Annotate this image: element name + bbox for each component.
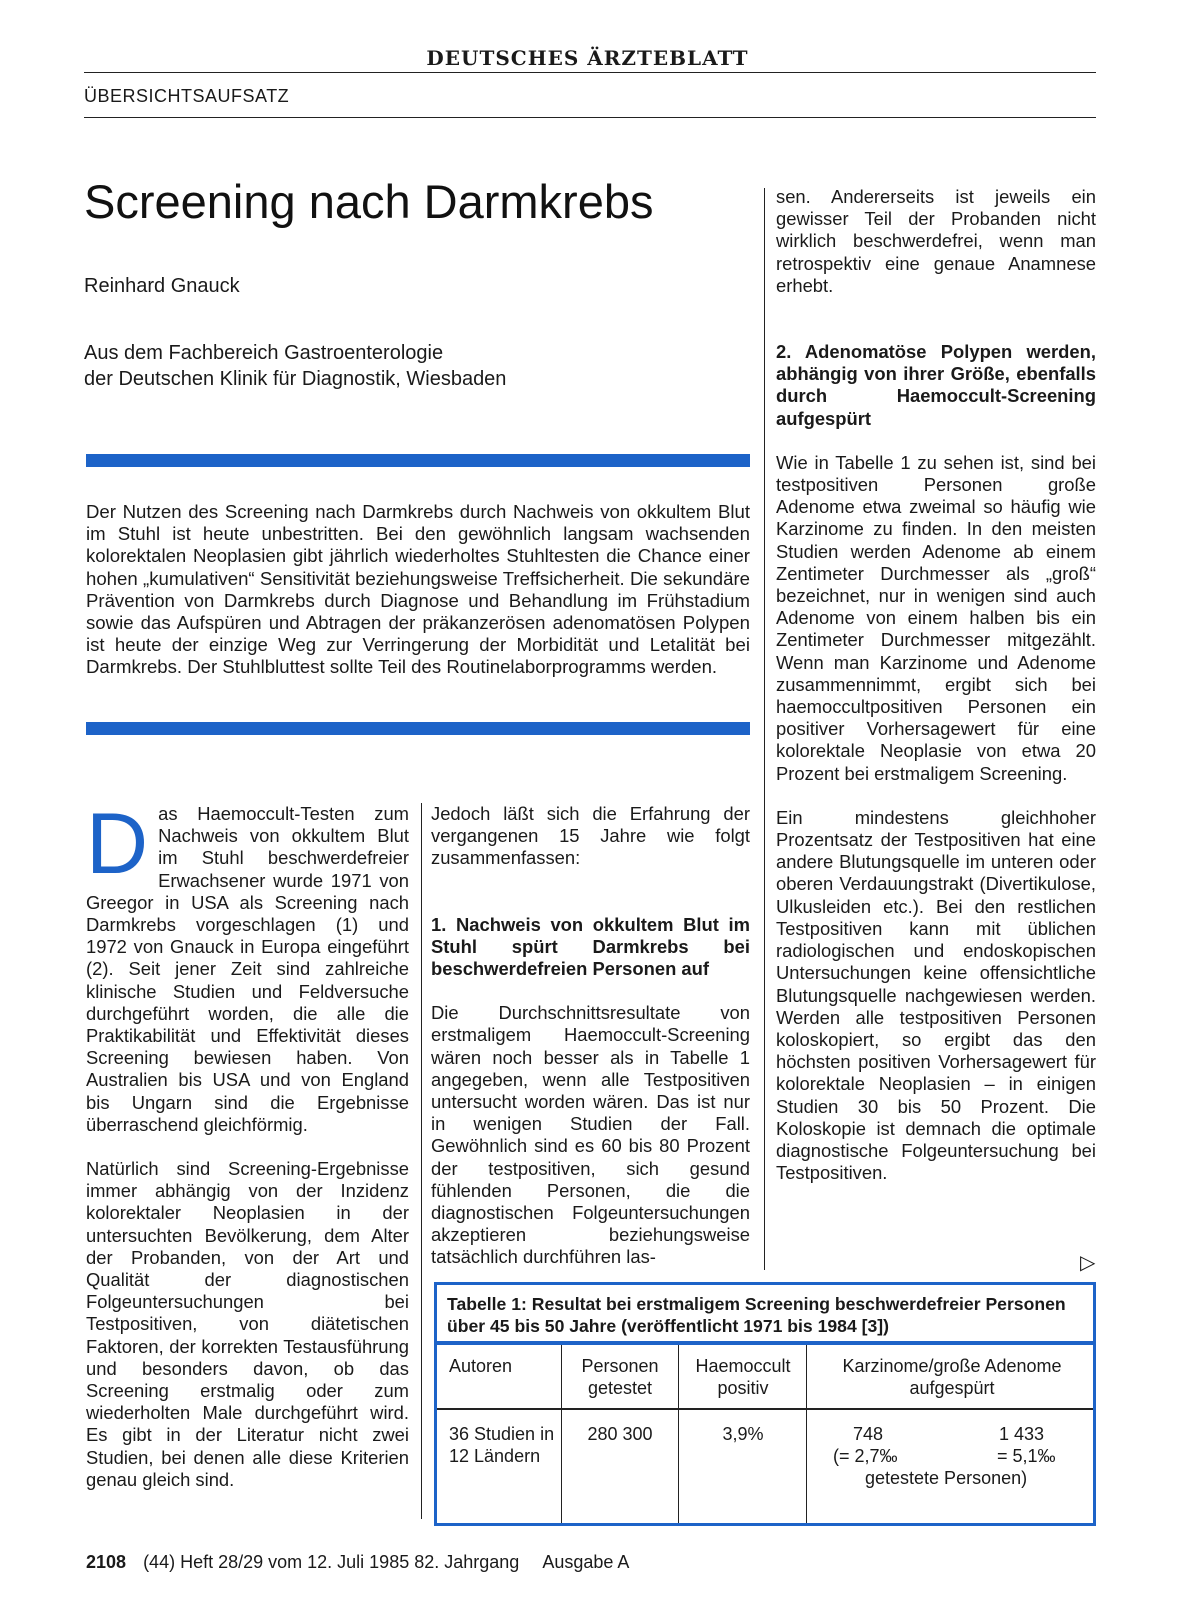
drop-cap: D bbox=[86, 796, 149, 892]
edition-info: Ausgabe A bbox=[542, 1552, 630, 1572]
column-divider-1 bbox=[421, 803, 422, 1519]
table-cell-autoren: 36 Studien in 12 Ländern bbox=[449, 1424, 555, 1466]
issue-info: (44) Heft 28/29 vom 12. Juli 1985 82. Jahrgang bbox=[143, 1552, 520, 1572]
table-header-rule bbox=[437, 1408, 1093, 1410]
table-cell-adenome: 1 433 bbox=[999, 1424, 1045, 1444]
table-header-personen: Personen getestet bbox=[581, 1356, 659, 1398]
table-header-karzinome: Karzinome/große Adenome aufgespürt bbox=[842, 1356, 1062, 1398]
col3-paragraph-3: Ein mindestens gleichhoher Prozentsatz der Testpositiven hat eine andere Blutungsquelle im unteren oder oberen Verdauungstrakt (Divertikulose, Ulkusleiden etc.). Bei den restlichen Testpositiven kann mit üblichen radiologischen und endoskopischen Untersuchungen keine offensichtliche Blutungsquelle nachgewiesen werden. Werden alle testpositiven Personen koloskopiert, so ergibt das den höchsten positiven Vorhersagewert für kolorektale Neoplasien – in einigen Studien 30 bis 50 Prozent. Die Koloskopie ist demnach die optimale diagnostische Folgeuntersuchung bei Testpositiven. bbox=[776, 806, 1096, 1184]
affiliation bbox=[84, 340, 506, 392]
section-label: ÜBERSICHTSAUFSATZ bbox=[84, 86, 290, 106]
col1-paragraph-2: Natürlich sind Screening-Ergebnisse immer abhängig von der Inzidenz kolorektaler Neoplasien in der untersuchten Bevölkerung, dem Alter der Probanden, von der Art und Qualität der diagnostischen Folgeuntersuchungen bei Testpositiven, von diätetischen Faktoren, der korrekten Testausführung und besonders davon, ob das Screening erstmalig oder zum wiederholten Male durchgeführt wird. Es gibt in der Literatur nicht zwei Studien, bei denen alle diese Kriterien genau gleich sind. bbox=[86, 1158, 409, 1490]
masthead-rule bbox=[84, 72, 1096, 73]
abstract-bottom-bar bbox=[86, 722, 750, 735]
column-3 bbox=[776, 186, 1096, 1184]
table-title: Tabelle 1: Resultat bei erstmaligem Screening beschwerdefreier Personen über 45 bis 50 Jahre (veröffentlicht 1971 bis 1984 [3]) bbox=[447, 1294, 1066, 1336]
table-cell-personen: 280 300 bbox=[587, 1424, 653, 1444]
page-footer bbox=[86, 1552, 629, 1573]
table-cell-karzinome: 748 bbox=[853, 1424, 884, 1444]
column-2 bbox=[431, 803, 750, 1269]
table-header-haemoccult: Haemoccult positiv bbox=[695, 1356, 791, 1398]
table-title-separator bbox=[437, 1341, 1093, 1345]
article-title: Screening nach Darmkrebs bbox=[84, 175, 654, 228]
table-cell-haemoccult: 3,9% bbox=[722, 1424, 764, 1444]
col1-paragraph-1-text: as Haemoccult-Testen zum Nachweis von okkultem Blut im Stuhl beschwerdefreier Erwachsener wurde 1971 von Greegor in USA als Screening nach Darmkrebs vorgeschlagen (1) und 1972 von Gnauck in Europa eingeführt (2). Seit jener Zeit sind zahlreiche klinische Studien und Feldversuche durchgeführt worden, die alle die Praktikabilität und Effektivität dieses Screening bewiesen haben. Von Australien bis USA und von England bis Ungarn sind die Ergebnisse überraschend gleichförmig. bbox=[86, 803, 409, 1135]
table-1 bbox=[434, 1282, 1096, 1526]
masthead: DEUTSCHES ÄRZTEBLATT bbox=[426, 46, 749, 70]
col3-heading-2: 2. Adenomatöse Polypen werden, abhängig von ihrer Größe, ebenfalls durch Haemoccult-Screening aufgespürt bbox=[776, 341, 1096, 429]
column-divider-2 bbox=[764, 188, 765, 1270]
header-rule bbox=[84, 117, 1096, 118]
column-1 bbox=[86, 796, 409, 1491]
col3-paragraph-2: Wie in Tabelle 1 zu sehen ist, sind bei testpositiven Personen große Adenome etwa zweimal so häufig wie Karzinome zu finden. In den meisten Studien werden Adenome ab einem Zentimeter Durchmesser als „groß“ bezeichnet, nur in wenigen sind auch Adenome von einem halben bis ein Zentimeter Durchmesser mitgezählt. Wenn man Karzinome und Adenome zusammennimmt, ergibt sich bei haemoccultpositiven Personen ein positiver Vorhersagewert für eine kolorektale Neoplasie von etwa 20 Prozent bei erstmaligem Screening. bbox=[776, 451, 1096, 784]
page-number: 2108 bbox=[86, 1552, 127, 1572]
table-cell-suffix: getestete Personen) bbox=[865, 1468, 1028, 1488]
table-col-divider-1 bbox=[561, 1345, 562, 1523]
affiliation-line-1: Aus dem Fachbereich Gastroenterologie bbox=[84, 342, 444, 364]
table-cell-karzinome-rate: (= 2,7‰ bbox=[833, 1446, 898, 1466]
affiliation-line-2: der Deutschen Klinik für Diagnostik, Wiesbaden bbox=[84, 368, 507, 390]
table-col-divider-3 bbox=[806, 1345, 807, 1523]
abstract: Der Nutzen des Screening nach Darmkrebs durch Nachweis von okkultem Blut im Stuhl ist heute unbestritten. Bei den gewöhnlich langsam wachsenden kolorektalen Neoplasien gibt jährlich wiederholtes Stuhltesten die Chance einer hohen „kumulativen“ Sensitivität beziehungsweise Treffsicherheit. Die sekundäre Prävention von Darmkrebs durch Diagnose und Behandlung im Frühstadium sowie das Aufspüren und Abtragen der präkanzerösen adenomatösen Polypen ist heute der einzige Weg zur Verringerung der Morbidität und Letalität bei Darmkrebs. Der Stuhlbluttest sollte Teil des Routinelaborprogramms werden. bbox=[86, 501, 750, 678]
abstract-top-bar bbox=[86, 454, 750, 467]
table-cell-adenome-rate: = 5,1‰ bbox=[997, 1446, 1056, 1466]
table-header-autoren: Autoren bbox=[449, 1356, 513, 1376]
table-col-divider-2 bbox=[678, 1345, 679, 1523]
col2-paragraph-2: Die Durchschnittsresultate von erstmaligem Haemoccult-Screening wären noch besser als in Tabelle 1 angegeben, wenn alle Testpositiven untersucht worden wären. Das ist nur in wenigen Studien der Fall. Gewöhnlich sind es 60 bis 80 Prozent der testpositiven, sich gesund fühlenden Personen, die die diagnostischen Folgeuntersuchungen akzeptieren beziehungsweise tatsächlich durchführen las- bbox=[431, 1002, 750, 1268]
col2-paragraph-1: Jedoch läßt sich die Erfahrung der vergangenen 15 Jahre wie folgt zusammenfassen: bbox=[431, 803, 750, 869]
col2-heading-1: 1. Nachweis von okkultem Blut im Stuhl spürt Darmkrebs bei beschwerdefreien Personen auf bbox=[431, 913, 750, 980]
col1-paragraph-1 bbox=[86, 796, 409, 1136]
article-author: Reinhard Gnauck bbox=[84, 275, 240, 297]
col3-paragraph-1: sen. Andererseits ist jeweils ein gewisser Teil der Probanden nicht wirklich beschwerdefrei, wenn man retrospektiv eine genaue Anamnese erhebt. bbox=[776, 186, 1096, 296]
continue-arrow-icon: ▷ bbox=[1080, 1252, 1096, 1274]
